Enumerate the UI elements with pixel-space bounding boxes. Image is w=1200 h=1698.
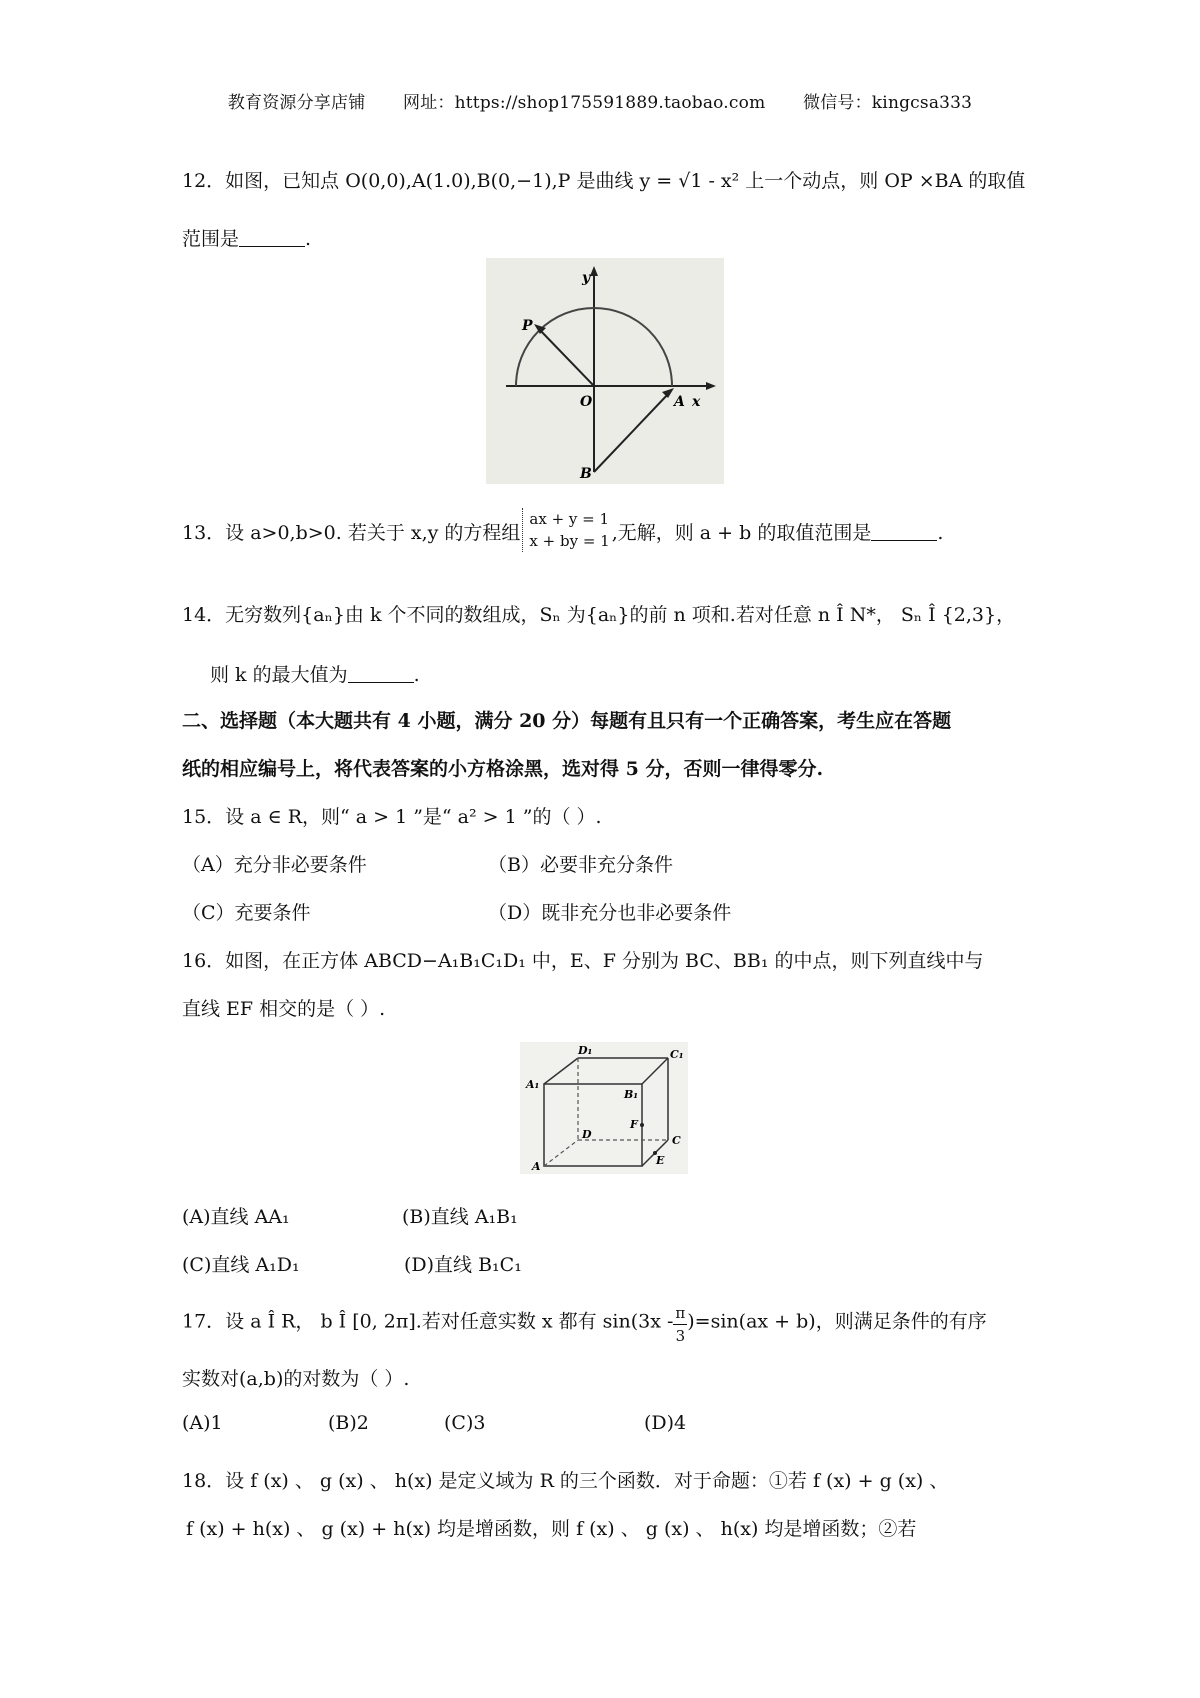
label-y: y	[582, 270, 591, 286]
q17-line1-b: )=sin(ax + b)，则满足条件的有序	[687, 1310, 987, 1333]
q15-option-a: （A）充分非必要条件	[182, 854, 367, 876]
label-d1: D₁	[578, 1044, 593, 1057]
q13-equation-2: x + by = 1	[529, 532, 610, 550]
q13-prefix: 13．设 a>0,b>0. 若关于 x,y 的方程组	[182, 522, 521, 544]
header-shop: 教育资源分享店铺	[227, 93, 366, 113]
q17-line1-a: 17．设 a Î R， b Î [0, 2π].若对任意实数 x 都有 sin(3x -	[182, 1310, 674, 1333]
q17-line1	[182, 1300, 987, 1345]
q18-line2: f (x) + h(x) 、 g (x) + h(x) 均是增函数，则 f (x) 、 g (x) 、 h(x) 均是增函数；②若	[186, 1518, 917, 1540]
label-d: D	[582, 1128, 592, 1141]
label-b1: B₁	[624, 1088, 639, 1101]
q16-line2: 直线 EF 相交的是（ ）.	[182, 998, 386, 1020]
q17-fraction-numerator: π	[673, 1302, 687, 1325]
figure-background	[486, 258, 724, 484]
q17-option-d: (D)4	[644, 1412, 687, 1434]
page-header	[0, 88, 1200, 113]
label-x: x	[692, 394, 701, 410]
label-o: O	[580, 394, 593, 410]
label-c1: C₁	[670, 1048, 684, 1061]
q16-cube-figure	[520, 1042, 688, 1174]
q15-option-c: （C）充要条件	[182, 902, 311, 924]
q16-option-a: (A)直线 AA₁	[182, 1206, 290, 1228]
header-url: 网址：https://shop175591889.taobao.com	[403, 93, 766, 113]
label-a: A	[674, 394, 685, 410]
q12-answer-blank	[239, 228, 305, 247]
q15-option-d: （D）既非充分也非必要条件	[488, 902, 732, 924]
q17-line2: 实数对(a,b)的对数为（ ）.	[182, 1368, 410, 1390]
q13-answer-blank	[871, 522, 937, 541]
label-c: C	[672, 1134, 681, 1147]
label-e: E	[656, 1154, 665, 1167]
q16-option-d: (D)直线 B₁C₁	[404, 1254, 522, 1276]
q18-line1: 18．设 f (x) 、 g (x) 、 h(x) 是定义域为 R 的三个函数．对于命题：①若 f (x) + g (x) 、	[182, 1470, 949, 1492]
q14-line2: 则 k 的最大值为 .	[210, 664, 420, 686]
q16-line1: 16．如图，在正方体 ABCD−A₁B₁C₁D₁ 中，E、F 分别为 BC、BB₁ 的中点，则下列直线中与	[182, 950, 984, 972]
q16-option-b: (B)直线 A₁B₁	[402, 1206, 518, 1228]
section2-line2: 纸的相应编号上，将代表答案的小方格涂黑，选对得 5 分，否则一律得零分.	[182, 758, 824, 780]
header-wechat: 微信号：kingcsa333	[803, 93, 973, 113]
q16-option-c: (C)直线 A₁D₁	[182, 1254, 300, 1276]
q14-line1: 14．无穷数列{aₙ}由 k 个不同的数组成，Sₙ 为{aₙ}的前 n 项和.若对任意 n Î N*， Sₙ Î {2,3}，	[182, 604, 1016, 626]
q17-option-a: (A)1	[182, 1412, 223, 1434]
q12-semicircle-figure	[486, 258, 724, 484]
q17-option-b: (B)2	[328, 1412, 369, 1434]
point-f	[640, 1123, 644, 1127]
q17-fraction	[673, 1302, 687, 1347]
label-b: B	[580, 466, 592, 482]
q15-stem: 15．设 a ∈ R，则“ a > 1 ”是“ a² > 1 ”的（ ）.	[182, 806, 602, 828]
q12-line2-text: 范围是	[182, 228, 240, 250]
q14-answer-blank	[348, 664, 414, 683]
q12-line1: 12．如图，已知点 O(0,0),A(1.0),B(0,−1),P 是曲线 y = √1 - x² 上一个动点，则 OP ×BA 的取值	[182, 170, 1026, 192]
q15-option-b: （B）必要非充分条件	[488, 854, 673, 876]
label-a1: A₁	[526, 1078, 540, 1091]
label-p: P	[522, 318, 533, 334]
q13-equation-1: ax + y = 1	[529, 510, 610, 528]
q14-line2-text: 则 k 的最大值为	[210, 664, 348, 686]
q17-fraction-denominator: 3	[675, 1327, 686, 1345]
label-f: F	[630, 1118, 638, 1131]
section2-line1: 二、选择题（本大题共有 4 小题，满分 20 分）每题有且只有一个正确答案，考生应在答题	[182, 710, 952, 732]
q13-line: 13．设 a>0,b>0. 若关于 x,y 的方程组 ax + y = 1 x + by = 1 ,无解，则 a + b 的取值范围是 .	[182, 510, 944, 550]
q17-option-c: (C)3	[444, 1412, 486, 1434]
q13-equation-system	[522, 508, 609, 552]
q13-suffix: ,无解，则 a + b 的取值范围是	[611, 522, 872, 544]
q12-line2: 范围是 .	[182, 228, 312, 250]
label-a: A	[532, 1160, 541, 1173]
